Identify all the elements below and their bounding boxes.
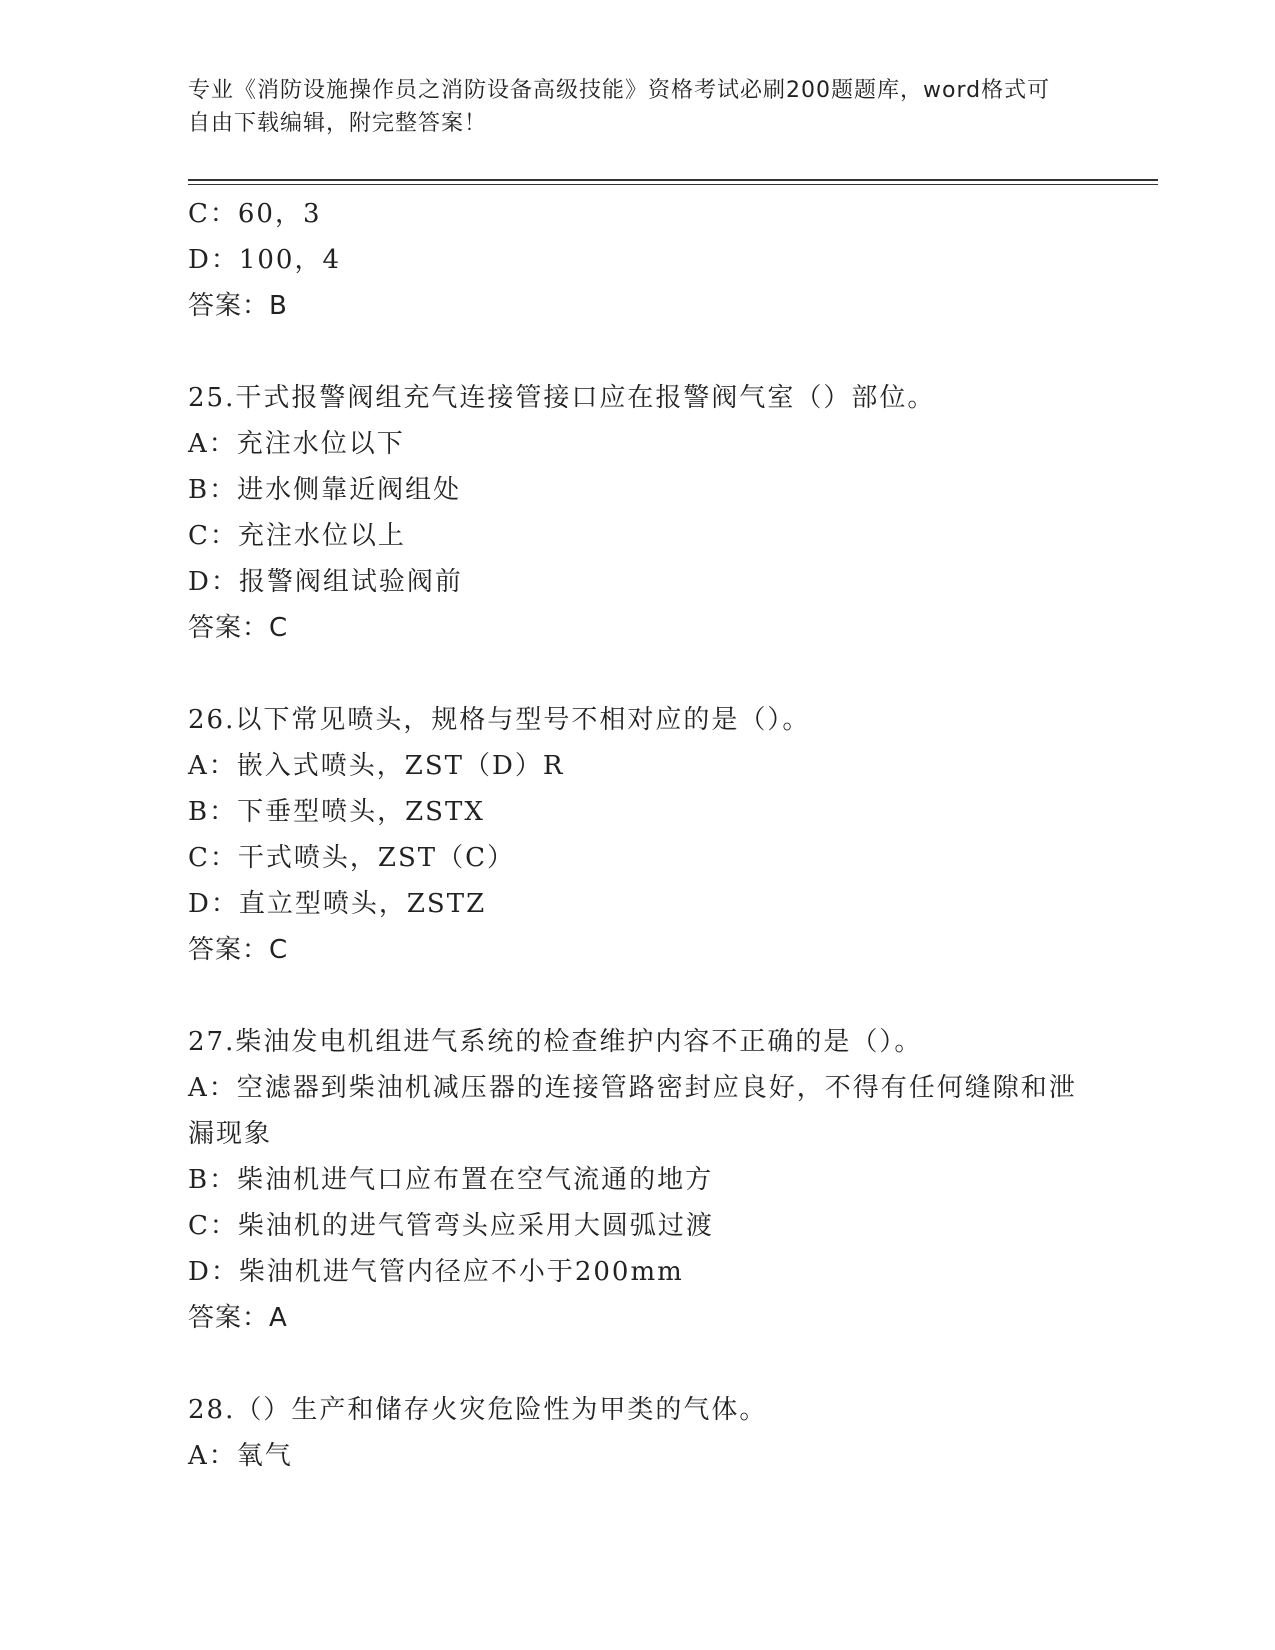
spacer — [188, 1341, 1088, 1387]
option-a: A：嵌入式喷头，ZST（D）R — [188, 751, 565, 781]
header-rule-thick — [188, 179, 1158, 181]
question-stem: 27.柴油发电机组进气系统的检查维护内容不正确的是（）。 — [188, 1027, 923, 1057]
document-body — [188, 191, 1088, 1479]
question-stem: 25.干式报警阀组充气连接管接口应在报警阀气室（）部位。 — [188, 383, 936, 413]
answer-line: 答案：A — [188, 1303, 288, 1333]
question-stem: 26.以下常见喷头，规格与型号不相对应的是（）。 — [188, 705, 811, 735]
option-b: B：下垂型喷头，ZSTX — [188, 797, 485, 827]
option-a: A：空滤器到柴油机减压器的连接管路密封应良好，不得有任何缝隙和泄漏现象 — [188, 1073, 1077, 1149]
header-rule-thin — [188, 184, 1158, 185]
option-d: D：直立型喷头，ZSTZ — [188, 889, 487, 919]
option-a: A：氧气 — [188, 1441, 293, 1471]
spacer — [188, 329, 1088, 375]
question-stem: 28.（）生产和储存火灾危险性为甲类的气体。 — [188, 1395, 768, 1425]
document-header: 专业《消防设施操作员之消防设备高级技能》资格考试必刷200题题库，word格式可自由下载编辑，附完整答案！ — [188, 78, 1051, 136]
option-a: A：充注水位以下 — [188, 429, 405, 459]
option-d: D：100，4 — [188, 245, 342, 275]
option-b: B：柴油机进气口应布置在空气流通的地方 — [188, 1165, 714, 1195]
option-b: B：进水侧靠近阀组处 — [188, 475, 462, 505]
answer-line: 答案：C — [188, 613, 289, 643]
answer-line: 答案：B — [188, 291, 288, 321]
option-d: D：报警阀组试验阀前 — [188, 567, 463, 597]
option-c: C：60，3 — [188, 199, 322, 229]
option-c: C：充注水位以上 — [188, 521, 406, 551]
option-d: D：柴油机进气管内径应不小于200mm — [188, 1257, 684, 1287]
option-c: C：干式喷头，ZST（C） — [188, 843, 516, 873]
answer-line: 答案：C — [188, 935, 289, 965]
spacer — [188, 651, 1088, 697]
spacer — [188, 973, 1088, 1019]
option-c: C：柴油机的进气管弯头应采用大圆弧过渡 — [188, 1211, 714, 1241]
